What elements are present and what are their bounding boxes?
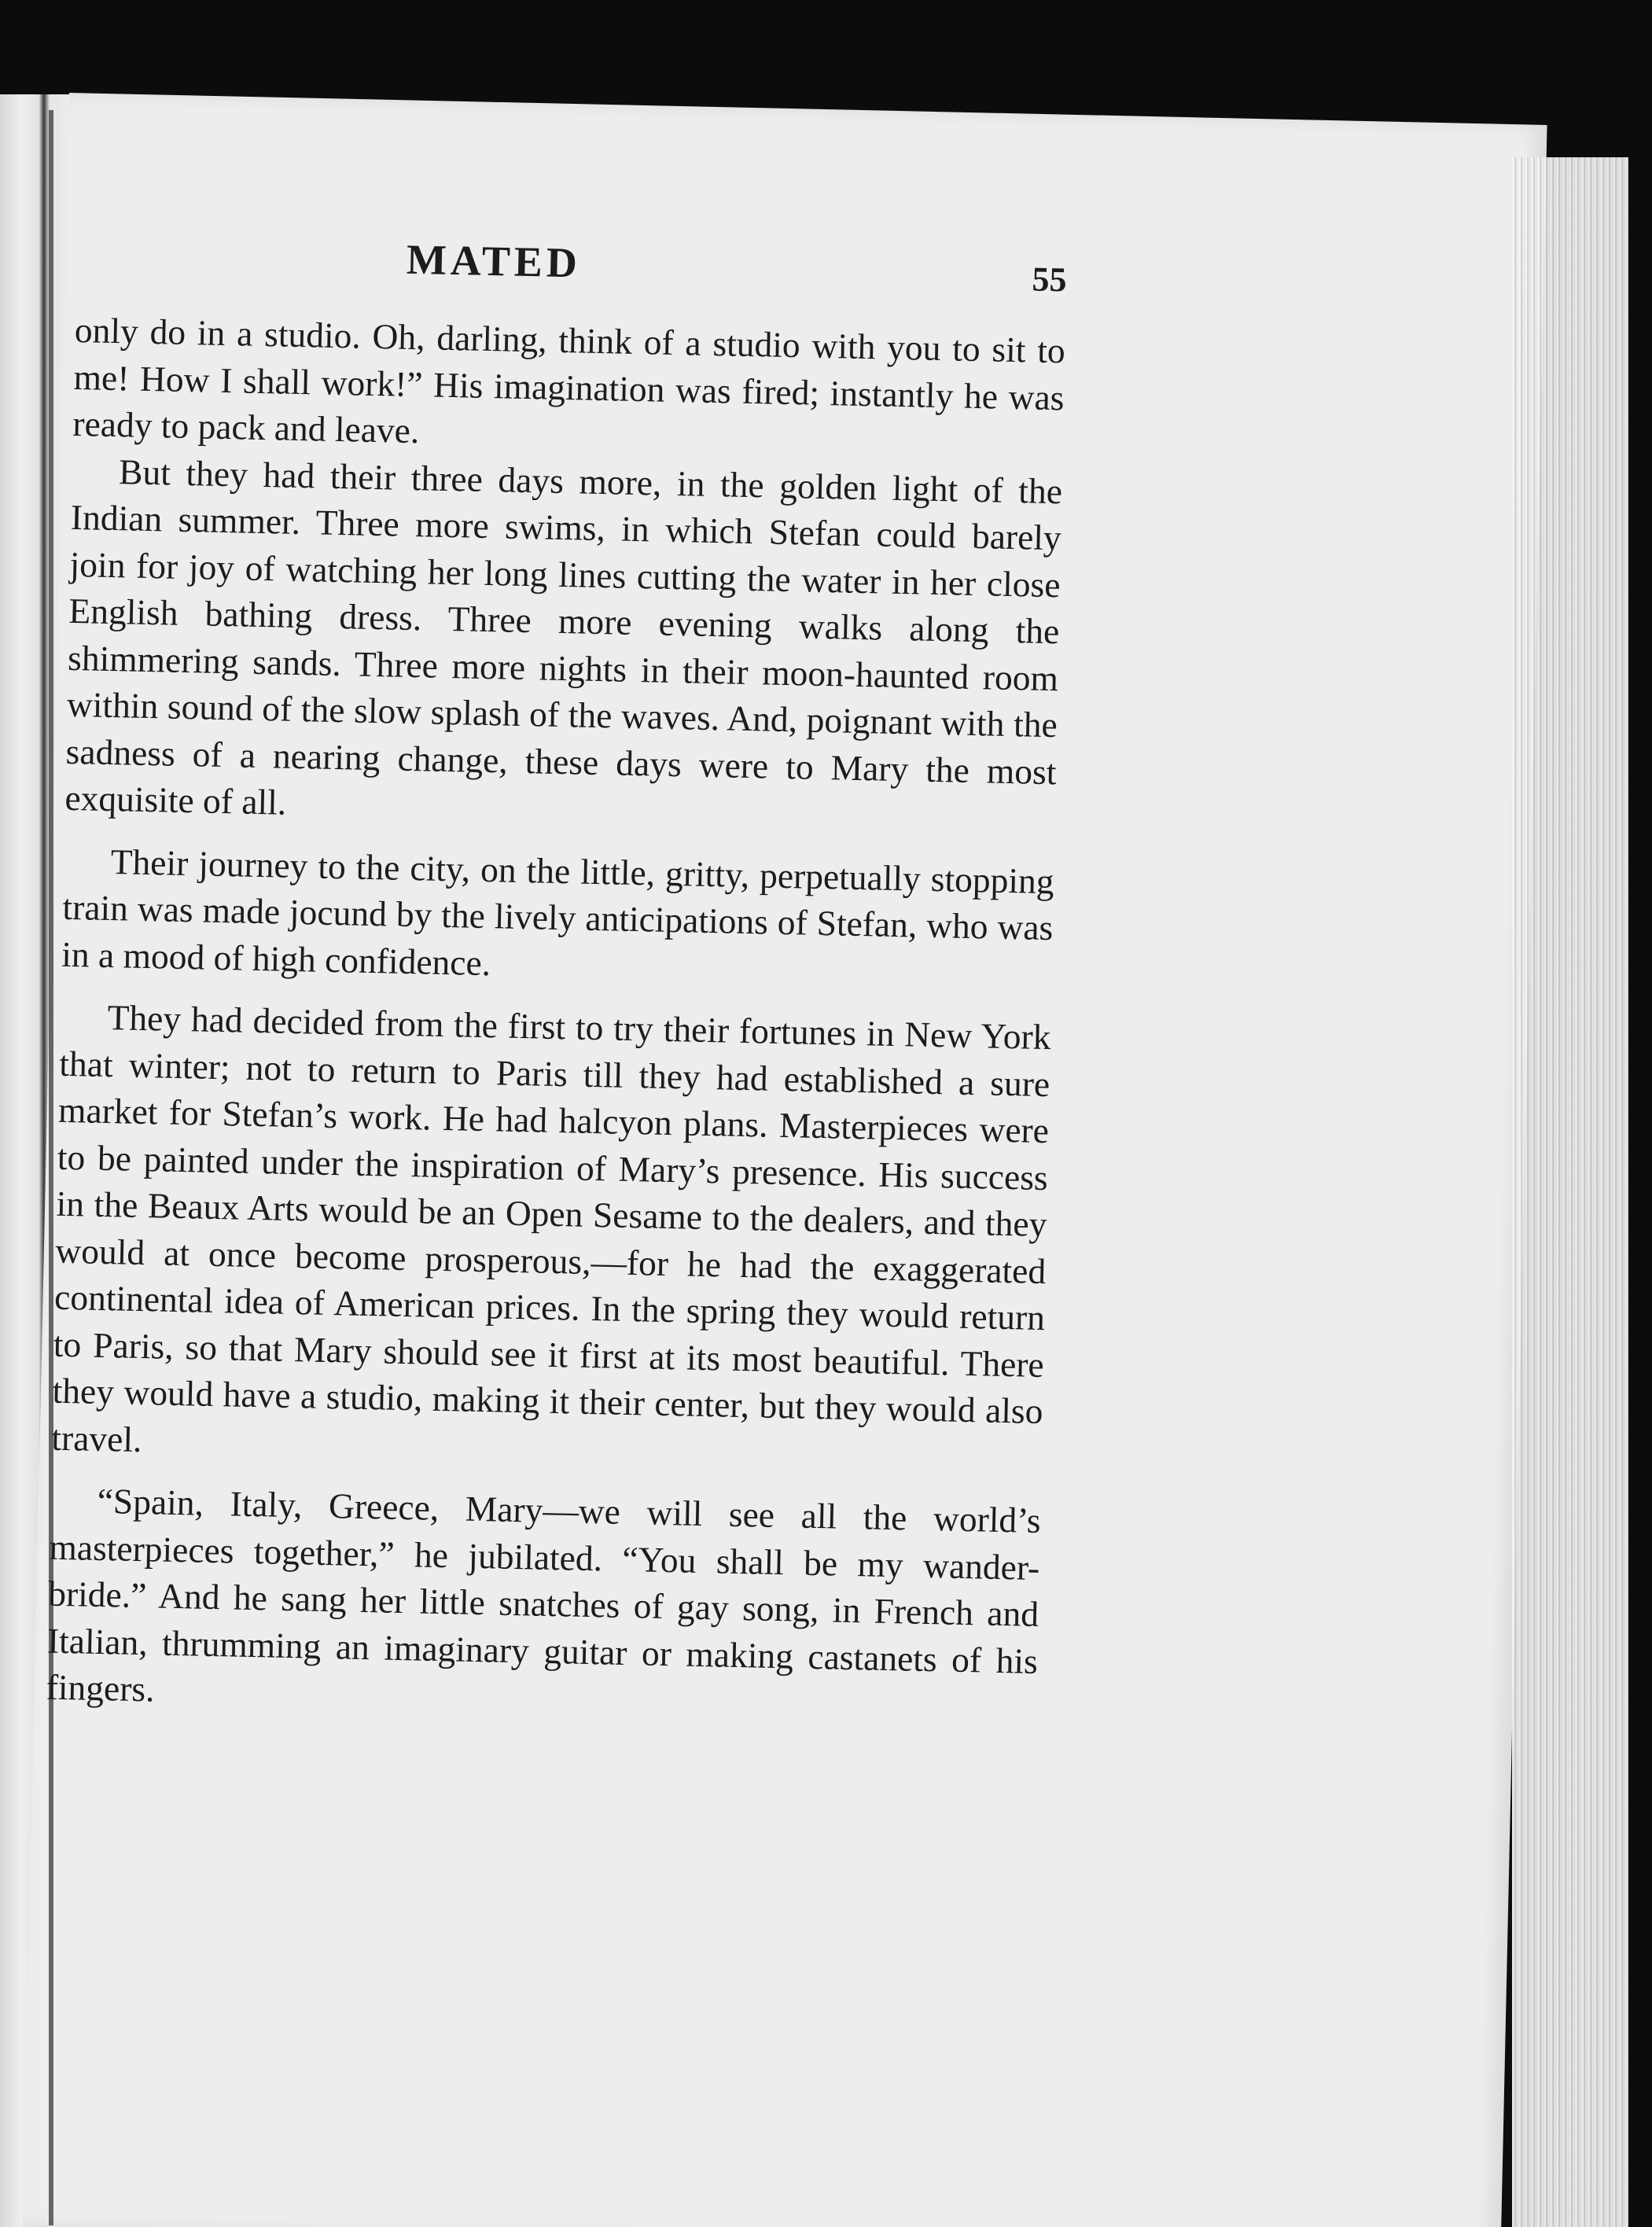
paragraph: They had decided from the first to try their fortunes in New York that winter; not to return to Paris till they had established a sure market for Stefan’s work. He had halcyon plans. Masterpieces were to be painted under the inspiration of Mary’s presence. His success in the Beaux Arts would be an Open Sesame to the dealers, and they would at once become prosperous,—for he had the exaggerated continental idea of American prices. In the spring they would return to Paris, so that Mary should see it first at its most beautiful. There they would have a studio, making it their center, but they would also travel. — [50, 997, 1051, 1460]
paragraph: Their journey to the city, on the little, gritty, perpetually stopping train was made jocund by the lively anticipations of Stefan, who was in a mood of high confidence. — [61, 841, 1055, 983]
page-content — [41, 142, 1069, 1971]
running-title: MATED — [406, 235, 582, 287]
page-stack-edge — [1512, 157, 1630, 2227]
scan-border-right — [1628, 0, 1652, 2227]
page-number: 55 — [1032, 260, 1068, 300]
paragraph: “Spain, Italy, Greece, Mary—we will see all the world’s masterpieces together,” he jubilated. “You shall be my wander-bride.” And he sang her little snatches of gay song, in French and Italian, thrumming an imaginary guitar or making castanets of his fingers. — [46, 1480, 1042, 1710]
paragraph: But they had their three days more, in the golden light of the Indian summer. Three more swims, in which Stefan could barely join for joy of watching her long lines cutting the water in her close English bathing dress. Three more evening walks along the shimmering sands. Three more nights in their moon-haunted room within sound of the slow splash of the waves. And, poignant with the sadness of a nearing change, these days were to Mary the most exquisite of all. — [64, 451, 1063, 823]
paragraph: only do in a studio. Oh, darling, think of a studio with you to sit to me! How I shall work!” His imagination was fired; instantly he was ready to pack and leave. — [72, 309, 1066, 451]
body-text — [46, 307, 1065, 1731]
page-header — [75, 228, 1067, 304]
